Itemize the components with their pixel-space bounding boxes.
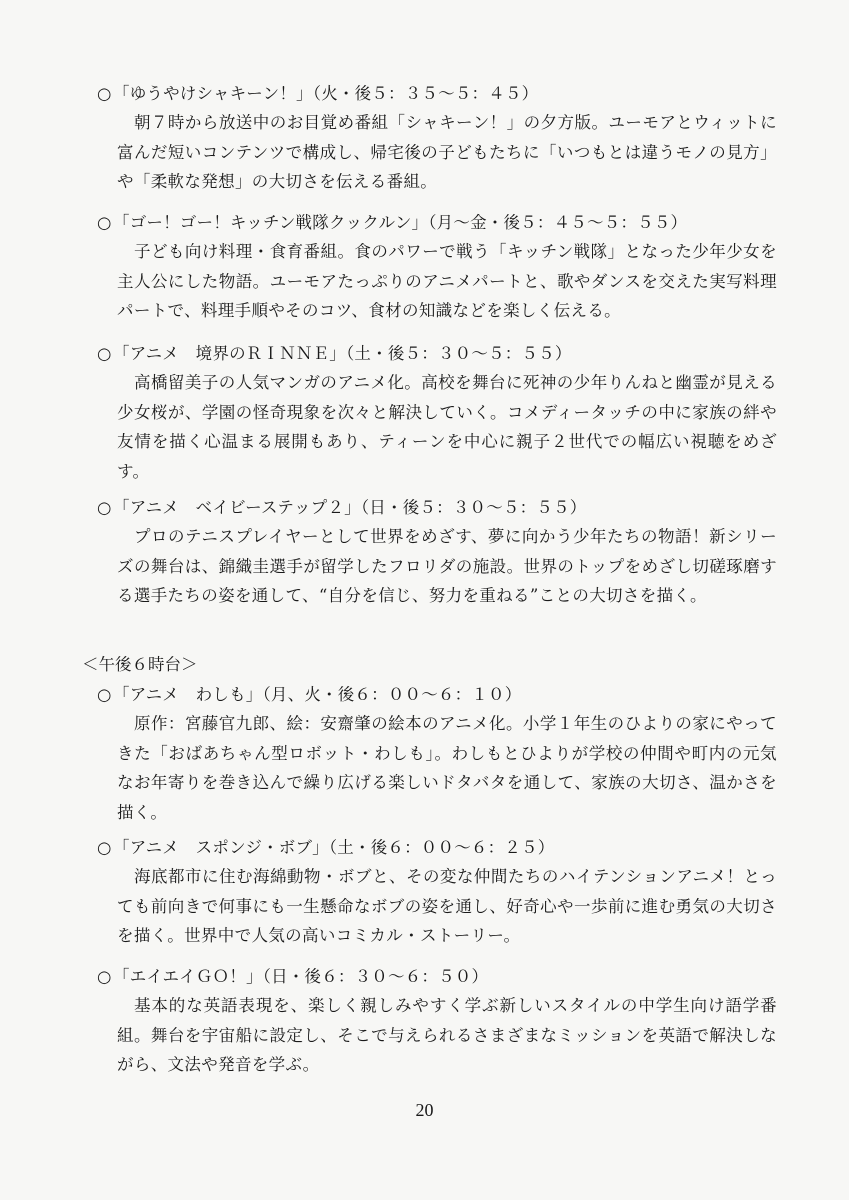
program-title: ○「エイエイＧＯ！」（日・後６：３０〜６：５０） (97, 965, 777, 989)
circle-bullet-icon: ○ (97, 498, 112, 517)
program-entry-kitchen-sentai (97, 211, 777, 326)
program-title: ○「ゴー！ゴー！キッチン戦隊クックルン」（月〜金・後５：４５〜５：５５） (97, 211, 777, 235)
program-entry-washimo (97, 683, 777, 827)
circle-bullet-icon: ○ (97, 84, 112, 103)
program-title: ○「アニメ 境界のＲＩＮＮＥ」（土・後５：３０〜５：５５） (97, 342, 777, 366)
program-description: プロのテニスプレイヤーとして世界をめざす、夢に向かう少年たちの物語！新シリーズの舞台は、錦織圭選手が留学したフロリダの施設。世界のトップをめざし切磋琢磨する選手たちの姿を通して、“自分を信じ、努力を重ねる”ことの大切さを描く。 (117, 527, 777, 605)
program-entry-eieigo (97, 965, 777, 1080)
program-description: 子ども向け料理・食育番組。食のパワーで戦う「キッチン戦隊」となった少年少女を主人公にした物語。ユーモアたっぷりのアニメパートと、歌やダンスを交えた実写料理パートで、料理手順やそのコツ、食材の知識などを楽しく伝える。 (117, 242, 777, 320)
program-entry-spongebob (97, 836, 777, 951)
program-title: ○「アニメ スポンジ・ボブ」（土・後６：００〜６：２５） (97, 836, 777, 860)
circle-bullet-icon: ○ (97, 685, 112, 704)
program-title: ○「ゆうやけシャキーン！」（火・後５：３５〜５：４５） (97, 82, 777, 106)
program-title: ○「アニメ わしも」（月、火・後６：００〜６：１０） (97, 683, 777, 707)
circle-bullet-icon: ○ (97, 213, 112, 232)
program-description: 原作：宮藤官九郎、絵：安齋肇の絵本のアニメ化。小学１年生のひよりの家にやってきた「おばあちゃん型ロボット・わしも」。わしもとひよりが学校の仲間や町内の元気なお年寄りを巻き込んで繰り広げる楽しいドタバタを通して、家族の大切さ、温かさを描く。 (117, 714, 777, 822)
program-title: ○「アニメ ベイビーステップ２」（日・後５：３０〜５：５５） (97, 496, 777, 520)
program-description: 朝７時から放送中のお目覚め番組「シャキーン！」の夕方版。ユーモアとウィットに富んだ短いコンテンツで構成し、帰宅後の子どもたちに「いつもとは違うモノの見方」や「柔軟な発想」の大切さを伝える番組。 (117, 113, 777, 191)
circle-bullet-icon: ○ (97, 838, 112, 857)
circle-bullet-icon: ○ (97, 344, 112, 363)
program-entry-baby-steps-2 (97, 496, 777, 611)
program-description: 海底都市に住む海綿動物・ボブと、その変な仲間たちのハイテンションアニメ！とっても前向きで何事にも一生懸命なボブの姿を通し、好奇心や一歩前に進む勇気の大切さを描く。世界中で人気の高いコミカル・ストーリー。 (117, 867, 777, 945)
program-entry-yuuyake-shakiin (97, 82, 777, 197)
section-heading-6pm: ＜午後６時台＞ (82, 655, 198, 674)
program-description: 基本的な英語表現を、楽しく親しみやすく学ぶ新しいスタイルの中学生向け語学番組。舞台を宇宙船に設定し、そこで与えられるさまざまなミッションを英語で解決しながら、文法や発音を学ぶ。 (117, 996, 777, 1074)
circle-bullet-icon: ○ (97, 967, 112, 986)
program-entry-kyoukai-no-rinne (97, 342, 777, 486)
program-description: 高橋留美子の人気マンガのアニメ化。高校を舞台に死神の少年りんねと幽霊が見える少女桜が、学園の怪奇現象を次々と解決していく。コメディータッチの中に家族の絆や友情を描く心温まる展開もあり、ティーンを中心に親子２世代での幅広い視聴をめざす。 (117, 373, 777, 481)
page-number: 20 (415, 1100, 434, 1120)
